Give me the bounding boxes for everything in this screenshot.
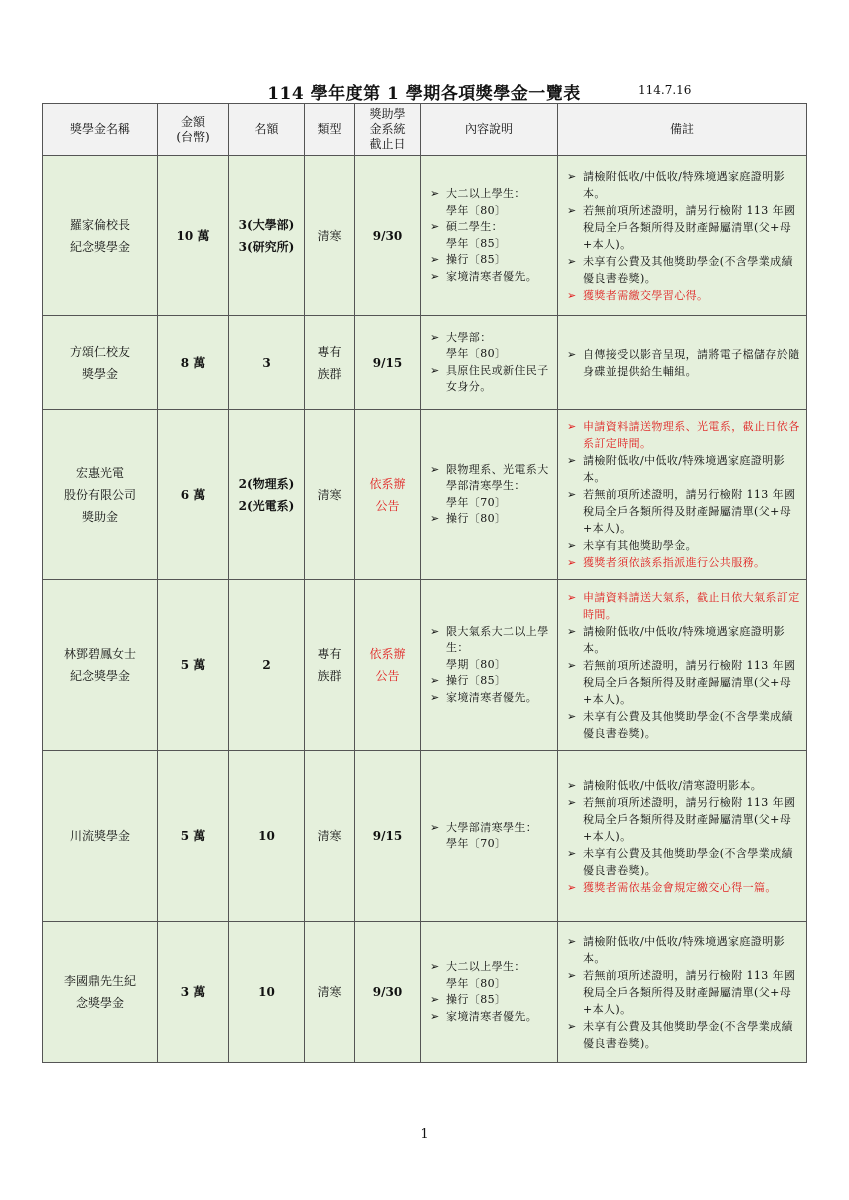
list-item: ➢ 申請資料請送物理系、光電系，截止日依各系訂定時間。 xyxy=(567,418,802,452)
remarks-cell xyxy=(558,580,807,751)
list-item: ➢ 若無前項所述證明，請另行檢附 113 年國稅局全戶各類所得及財產歸屬清單(父+母+本人)。 xyxy=(567,657,802,708)
quota-cell: 2(物理系) 2(光電系) xyxy=(229,410,305,580)
list-item: ➢ 家境清寒者優先。 xyxy=(430,1009,553,1026)
content-list xyxy=(421,462,557,528)
scholarship-table xyxy=(42,103,807,1063)
header-content: 內容說明 xyxy=(421,104,558,156)
quota-cell: 10 xyxy=(229,922,305,1063)
scholarship-name: 羅家倫校長 紀念獎學金 xyxy=(43,156,158,316)
type-cell: 清寒 xyxy=(305,410,355,580)
remarks-cell xyxy=(558,410,807,580)
list-item: ➢ 自傳接受以影音呈現，請將電子檔儲存於隨身碟並提供給生輔組。 xyxy=(567,346,802,380)
publish-date: 114.7.16 xyxy=(638,83,692,97)
list-item: ➢ 若無前項所述證明，請另行檢附 113 年國稅局全戶各類所得及財產歸屬清單(父+母+本人)。 xyxy=(567,486,802,537)
amount-cell: 10 萬 xyxy=(158,156,229,316)
content-cell xyxy=(421,316,558,410)
list-item: ➢ 碩二學生： 學年〔85〕 xyxy=(430,219,553,252)
header-remarks: 備註 xyxy=(558,104,807,156)
remarks-cell xyxy=(558,751,807,922)
quota-cell: 10 xyxy=(229,751,305,922)
type-cell: 清寒 xyxy=(305,922,355,1063)
list-item: ➢ 大二以上學生： 學年〔80〕 xyxy=(430,959,553,992)
table-row xyxy=(43,410,807,580)
quota-cell: 2 xyxy=(229,580,305,751)
list-item: ➢ 未享有公費及其他獎助學金(不含學業成績優良書卷獎)。 xyxy=(567,253,802,287)
list-item: ➢ 未享有公費及其他獎助學金(不含學業成績優良書卷獎)。 xyxy=(567,1018,802,1052)
list-item: ➢ 獲獎者需依基金會規定繳交心得一篇。 xyxy=(567,879,802,896)
content-list xyxy=(421,624,557,707)
content-list xyxy=(421,330,557,396)
deadline-cell: 9/30 xyxy=(355,156,421,316)
list-item: ➢ 限大氣系大二以上學生： 學期〔80〕 xyxy=(430,624,553,674)
list-item: ➢ 未享有公費及其他獎助學金(不含學業成績優良書卷獎)。 xyxy=(567,845,802,879)
list-item: ➢ 操行〔85〕 xyxy=(430,673,553,690)
remarks-list xyxy=(558,589,806,742)
list-item: ➢ 請檢附低收/中低收/特殊境遇家庭證明影本。 xyxy=(567,452,802,486)
list-item: ➢ 請檢附低收/中低收/特殊境遇家庭證明影本。 xyxy=(567,623,802,657)
list-item: ➢ 未享有其他獎助學金。 xyxy=(567,537,802,554)
content-list xyxy=(421,186,557,285)
scholarship-name: 宏惠光電 股份有限公司 獎助金 xyxy=(43,410,158,580)
list-item: ➢ 若無前項所述證明，請另行檢附 113 年國稅局全戶各類所得及財產歸屬清單(父+母+本人)。 xyxy=(567,202,802,253)
header-quota: 名額 xyxy=(229,104,305,156)
type-cell: 專有 族群 xyxy=(305,316,355,410)
remarks-list xyxy=(558,168,806,304)
list-item: ➢ 未享有公費及其他獎助學金(不含學業成績優良書卷獎)。 xyxy=(567,708,802,742)
content-list xyxy=(421,820,557,853)
content-list xyxy=(421,959,557,1025)
amount-cell: 6 萬 xyxy=(158,410,229,580)
list-item: ➢ 大學部： 學年〔80〕 xyxy=(430,330,553,363)
remarks-list xyxy=(558,933,806,1052)
scholarship-name: 林鄧碧鳳女士 紀念獎學金 xyxy=(43,580,158,751)
type-cell: 專有 族群 xyxy=(305,580,355,751)
list-item: ➢ 限物理系、光電系大學部清寒學生： 學年〔70〕 xyxy=(430,462,553,512)
list-item: ➢ 具原住民或新住民子女身分。 xyxy=(430,363,553,396)
quota-cell: 3(大學部) 3(研究所) xyxy=(229,156,305,316)
scholarship-name: 方頌仁校友 獎學金 xyxy=(43,316,158,410)
list-item: ➢ 若無前項所述證明，請另行檢附 113 年國稅局全戶各類所得及財產歸屬清單(父+母+本人)。 xyxy=(567,967,802,1018)
header-row xyxy=(43,104,807,156)
quota-cell: 3 xyxy=(229,316,305,410)
content-cell xyxy=(421,156,558,316)
list-item: ➢ 請檢附低收/中低收/特殊境遇家庭證明影本。 xyxy=(567,168,802,202)
amount-cell: 5 萬 xyxy=(158,751,229,922)
table-row xyxy=(43,922,807,1063)
remarks-cell xyxy=(558,156,807,316)
deadline-cell: 依系辦 公告 xyxy=(355,580,421,751)
table-row xyxy=(43,316,807,410)
list-item: ➢ 家境清寒者優先。 xyxy=(430,269,553,286)
amount-cell: 3 萬 xyxy=(158,922,229,1063)
type-cell: 清寒 xyxy=(305,156,355,316)
amount-cell: 8 萬 xyxy=(158,316,229,410)
list-item: ➢ 請檢附低收/中低收/清寒證明影本。 xyxy=(567,777,802,794)
type-cell: 清寒 xyxy=(305,751,355,922)
deadline-cell: 依系辦 公告 xyxy=(355,410,421,580)
list-item: ➢ 獲獎者需繳交學習心得。 xyxy=(567,287,802,304)
list-item: ➢ 獲獎者須依該系指派進行公共服務。 xyxy=(567,554,802,571)
list-item: ➢ 操行〔80〕 xyxy=(430,511,553,528)
table-row xyxy=(43,580,807,751)
list-item: ➢ 大學部清寒學生： 學年〔70〕 xyxy=(430,820,553,853)
table-row xyxy=(43,751,807,922)
list-item: ➢ 請檢附低收/中低收/特殊境遇家庭證明影本。 xyxy=(567,933,802,967)
remarks-cell xyxy=(558,316,807,410)
remarks-cell xyxy=(558,922,807,1063)
header-type: 類型 xyxy=(305,104,355,156)
content-cell xyxy=(421,922,558,1063)
deadline-cell: 9/15 xyxy=(355,316,421,410)
scholarship-name: 川流獎學金 xyxy=(43,751,158,922)
list-item: ➢ 申請資料請送大氣系，截止日依大氣系訂定時間。 xyxy=(567,589,802,623)
list-item: ➢ 操行〔85〕 xyxy=(430,992,553,1009)
scholarship-name: 李國鼎先生紀 念獎學金 xyxy=(43,922,158,1063)
header-name: 獎學金名稱 xyxy=(43,104,158,156)
deadline-cell: 9/15 xyxy=(355,751,421,922)
page-number: 1 xyxy=(420,1127,429,1142)
list-item: ➢ 家境清寒者優先。 xyxy=(430,690,553,707)
table-row xyxy=(43,156,807,316)
deadline-cell: 9/30 xyxy=(355,922,421,1063)
content-cell xyxy=(421,751,558,922)
header-amount: 金額 (台幣) xyxy=(158,104,229,156)
remarks-list xyxy=(558,418,806,571)
list-item: ➢ 若無前項所述證明，請另行檢附 113 年國稅局全戶各類所得及財產歸屬清單(父+母+本人)。 xyxy=(567,794,802,845)
header-deadline: 獎助學 金系統 截止日 xyxy=(355,104,421,156)
amount-cell: 5 萬 xyxy=(158,580,229,751)
list-item: ➢ 大二以上學生： 學年〔80〕 xyxy=(430,186,553,219)
remarks-list xyxy=(558,346,806,380)
content-cell xyxy=(421,580,558,751)
page-title: 114 學年度第 1 學期各項獎學金一覽表 xyxy=(267,84,581,104)
list-item: ➢ 操行〔85〕 xyxy=(430,252,553,269)
remarks-list xyxy=(558,777,806,896)
content-cell xyxy=(421,410,558,580)
title-row xyxy=(42,79,806,103)
